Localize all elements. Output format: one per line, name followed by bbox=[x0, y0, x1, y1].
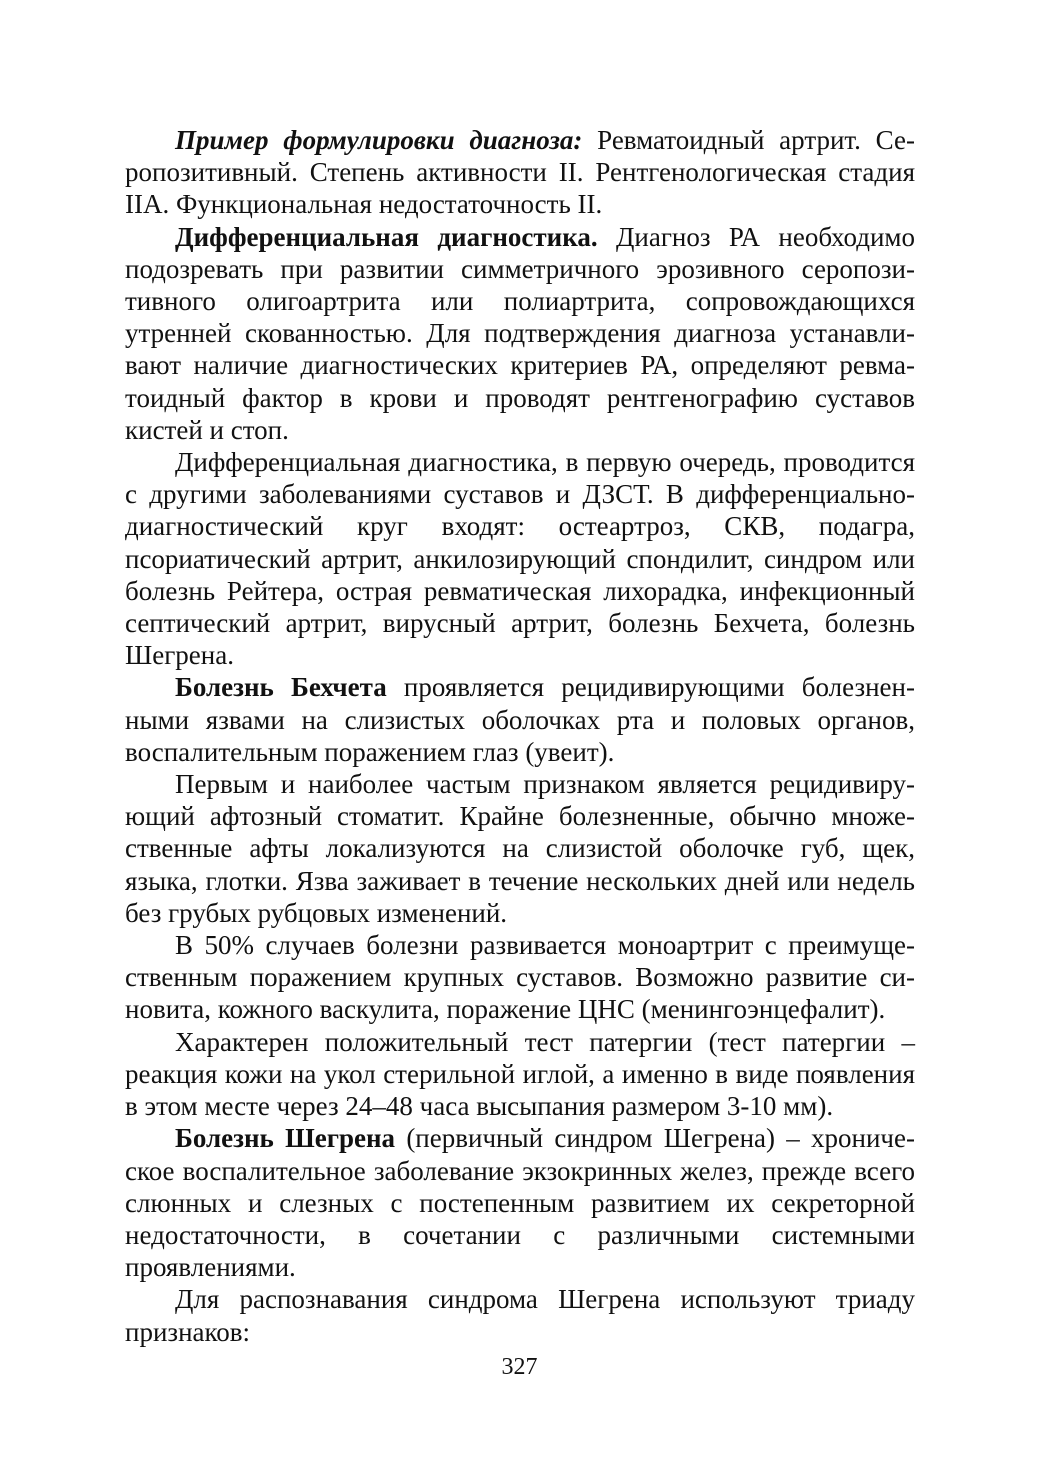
term-sjogren-disease: Болезнь Шегрена bbox=[175, 1123, 396, 1154]
paragraph-text: Диагноз РА необходимо подозревать при развитии симметричного эрозивного серопозитивного олигоартрита или полиартрита, сопровождающихся утренней скованностью. Для подтверждения диагноза устанавливают наличие диагностических критериев РА, определяют ревматоидный фактор в крови и проводят рентгенографию суставов кистей и стоп. bbox=[125, 221, 915, 445]
paragraph-text: Для распознавания синдрома Шегрена используют триаду признаков: bbox=[125, 1284, 915, 1347]
paragraph-pathergy-test bbox=[125, 1026, 915, 1123]
term-diagnosis-example: Пример формулировки диагноза: bbox=[175, 125, 583, 155]
paragraph-sjogren-triad bbox=[125, 1283, 915, 1347]
term-differential-diagnosis: Дифференциальная диагностика. bbox=[175, 221, 598, 252]
paragraph-text: проявляется рецидивирующими болезненными язвами на слизистых оболочках рта и половых органов, воспалительным поражением глаз (увеит). bbox=[125, 672, 915, 767]
paragraph-text: Дифференциальная диагностика, в первую очередь, проводится с другими заболеваниями суставов и ДЗСТ. В дифференциально-диагностический круг входят: остеартроз, СКВ, подагра, псориатический артрит, анкилозирующий спондилит, синдром или болезнь Рейтера, острая ревматическая лихорадка, инфекционный септический артрит, вирусный артрит, болезнь Бехчета, болезнь Шегрена. bbox=[125, 447, 915, 671]
paragraph-sjogren-disease bbox=[125, 1122, 915, 1283]
term-behcet-disease: Болезнь Бехчета bbox=[175, 672, 387, 703]
paragraph-text: Ревматоидный артрит. Серопозитивный. Степень активности II. Рентгенологическая стадия IIA. Функциональная недостаточность II. bbox=[125, 125, 915, 220]
paragraph-differential-list bbox=[125, 446, 915, 671]
paragraph-text: (первичный синдром Шегрена) – хроническое воспалительное заболевание экзокринных желез, прежде всего слюнных и слезных с постепенным развитием их секреторной недостаточности, в сочетании с различными системными проявлениями. bbox=[125, 1123, 915, 1283]
page-number: 327 bbox=[501, 1354, 538, 1380]
paragraph-text: В 50% случаев болезни развивается моноартрит с преимущественным поражением крупных суставов. Возможно развитие синовита, кожного васкулита, поражение ЦНС (менингоэнцефалит). bbox=[125, 930, 915, 1025]
paragraph-differential-diagnosis bbox=[125, 221, 915, 446]
paragraph-behcet-disease bbox=[125, 671, 915, 768]
paragraph-text: Характерен положительный тест патергии (тест патергии – реакция кожи на укол стерильной иглой, а именно в виде появления в этом месте через 24–48 часа высыпания размером 3-10 мм). bbox=[125, 1026, 915, 1122]
body-text bbox=[125, 124, 915, 1348]
paragraph-behcet-stomatitis bbox=[125, 768, 915, 929]
paragraph-diagnosis-example bbox=[125, 124, 915, 221]
paragraph-behcet-arthritis bbox=[125, 929, 915, 1026]
paragraph-text: Первым и наиболее частым признаком является рецидивирующий афтозный стоматит. Крайне болезненные, обычно множественные афты локализуются на слизистой оболочке губ, щек, языка, глотки. Язва заживает в течение нескольких дней или недель без грубых рубцовых изменений. bbox=[125, 769, 915, 928]
